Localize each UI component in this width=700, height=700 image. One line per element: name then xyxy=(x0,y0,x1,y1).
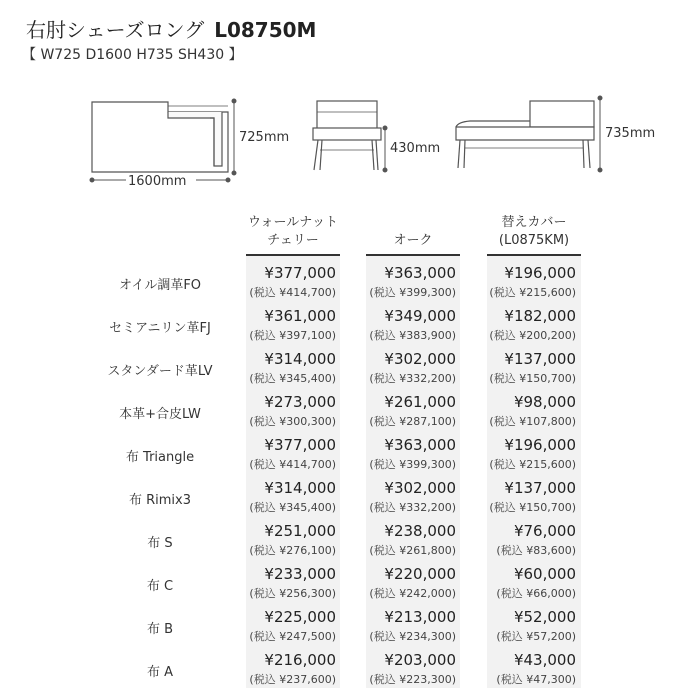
tax-included-price: (税込 ¥215,600) xyxy=(489,286,576,299)
product-name: 右肘シェーズロング xyxy=(26,18,205,42)
row-label: セミアニリン革FJ xyxy=(109,321,211,336)
price-value: ¥302,000 xyxy=(384,479,456,497)
price-value: ¥225,000 xyxy=(264,608,336,626)
column-header-line2: チェリー xyxy=(267,233,319,248)
tax-included-price: (税込 ¥57,200) xyxy=(496,630,576,643)
seat-height-label: 430mm xyxy=(390,141,441,156)
tax-included-price: (税込 ¥247,500) xyxy=(249,630,336,643)
column-header-line1: 替えカバー xyxy=(501,215,567,230)
tax-included-price: (税込 ¥223,300) xyxy=(369,673,456,686)
seat-height-dimension-line xyxy=(383,126,387,172)
price-value: ¥137,000 xyxy=(504,479,576,497)
column-rule-oak xyxy=(366,254,460,256)
price-value: ¥377,000 xyxy=(264,436,336,454)
dimensions-summary: 【 W725 D1600 H735 SH430 】 xyxy=(22,47,243,63)
tax-included-price: (税込 ¥66,000) xyxy=(496,587,576,600)
price-value: ¥137,000 xyxy=(504,350,576,368)
price-value: ¥273,000 xyxy=(264,393,336,411)
tax-included-price: (税込 ¥107,800) xyxy=(489,415,576,428)
price-value: ¥213,000 xyxy=(384,608,456,626)
tax-included-price: (税込 ¥414,700) xyxy=(249,286,336,299)
row-label: 本革+合皮LW xyxy=(119,407,201,422)
price-value: ¥196,000 xyxy=(504,436,576,454)
tax-included-price: (税込 ¥150,700) xyxy=(489,372,576,385)
price-value: ¥76,000 xyxy=(513,522,576,540)
price-value: ¥182,000 xyxy=(504,307,576,325)
price-value: ¥377,000 xyxy=(264,264,336,282)
row-label: スタンダード革LV xyxy=(107,364,213,379)
tax-included-price: (税込 ¥345,400) xyxy=(249,372,336,385)
width-label: 1600mm xyxy=(128,174,187,189)
price-value: ¥261,000 xyxy=(384,393,456,411)
price-value: ¥233,000 xyxy=(264,565,336,583)
price-value: ¥349,000 xyxy=(384,307,456,325)
column-rule-walnut xyxy=(246,254,340,256)
row-label: 布 S xyxy=(147,536,173,551)
height-dimension-line xyxy=(598,96,602,172)
column-header-oak xyxy=(356,232,470,250)
depth-dimension-line xyxy=(232,99,236,175)
top-view-drawing xyxy=(92,102,228,172)
long-view-drawing xyxy=(456,101,594,168)
tax-included-price: (税込 ¥256,300) xyxy=(249,587,336,600)
row-label: 布 Rimix3 xyxy=(128,493,192,508)
column-header-line2: オーク xyxy=(393,233,433,248)
tax-included-price: (税込 ¥332,200) xyxy=(369,372,456,385)
tax-included-price: (税込 ¥399,300) xyxy=(369,458,456,471)
tax-included-price: (税込 ¥399,300) xyxy=(369,286,456,299)
tax-included-price: (税込 ¥300,300) xyxy=(249,415,336,428)
row-label: 布 C xyxy=(146,579,174,594)
tax-included-price: (税込 ¥397,100) xyxy=(249,329,336,342)
column-header-line1: ウォールナット xyxy=(248,215,338,230)
product-drawings xyxy=(0,0,700,200)
tax-included-price: (税込 ¥234,300) xyxy=(369,630,456,643)
price-value: ¥363,000 xyxy=(384,436,456,454)
price-value: ¥302,000 xyxy=(384,350,456,368)
price-value: ¥216,000 xyxy=(264,651,336,669)
price-value: ¥43,000 xyxy=(513,651,576,669)
tax-included-price: (税込 ¥383,900) xyxy=(369,329,456,342)
price-value: ¥251,000 xyxy=(264,522,336,540)
tax-included-price: (税込 ¥150,700) xyxy=(489,501,576,514)
depth-label: 725mm xyxy=(239,130,290,145)
row-label: 布 Triangle xyxy=(125,450,195,465)
tax-included-price: (税込 ¥414,700) xyxy=(249,458,336,471)
tax-included-price: (税込 ¥276,100) xyxy=(249,544,336,557)
height-label: 735mm xyxy=(605,126,656,141)
tax-included-price: (税込 ¥332,200) xyxy=(369,501,456,514)
tax-included-price: (税込 ¥242,000) xyxy=(369,587,456,600)
tax-included-price: (税込 ¥345,400) xyxy=(249,501,336,514)
model-number: L08750M xyxy=(214,18,317,42)
side-view-drawing xyxy=(313,101,381,170)
price-value: ¥220,000 xyxy=(384,565,456,583)
row-label: オイル調革FO xyxy=(118,278,202,293)
row-label: 布 B xyxy=(146,622,174,637)
price-value: ¥363,000 xyxy=(384,264,456,282)
column-header-line2: (L0875KM) xyxy=(498,233,570,248)
price-value: ¥361,000 xyxy=(264,307,336,325)
column-header-cover xyxy=(477,214,591,250)
price-value: ¥238,000 xyxy=(384,522,456,540)
tax-included-price: (税込 ¥215,600) xyxy=(489,458,576,471)
price-value: ¥52,000 xyxy=(513,608,576,626)
tax-included-price: (税込 ¥261,800) xyxy=(369,544,456,557)
price-value: ¥314,000 xyxy=(264,479,336,497)
price-value: ¥98,000 xyxy=(513,393,576,411)
column-header-walnut xyxy=(236,214,350,250)
price-value: ¥314,000 xyxy=(264,350,336,368)
column-rule-cover xyxy=(487,254,581,256)
tax-included-price: (税込 ¥200,200) xyxy=(489,329,576,342)
tax-included-price: (税込 ¥237,600) xyxy=(249,673,336,686)
row-label: 布 A xyxy=(146,665,174,680)
price-value: ¥203,000 xyxy=(384,651,456,669)
tax-included-price: (税込 ¥83,600) xyxy=(496,544,576,557)
price-value: ¥60,000 xyxy=(513,565,576,583)
price-value: ¥196,000 xyxy=(504,264,576,282)
tax-included-price: (税込 ¥47,300) xyxy=(496,673,576,686)
tax-included-price: (税込 ¥287,100) xyxy=(369,415,456,428)
